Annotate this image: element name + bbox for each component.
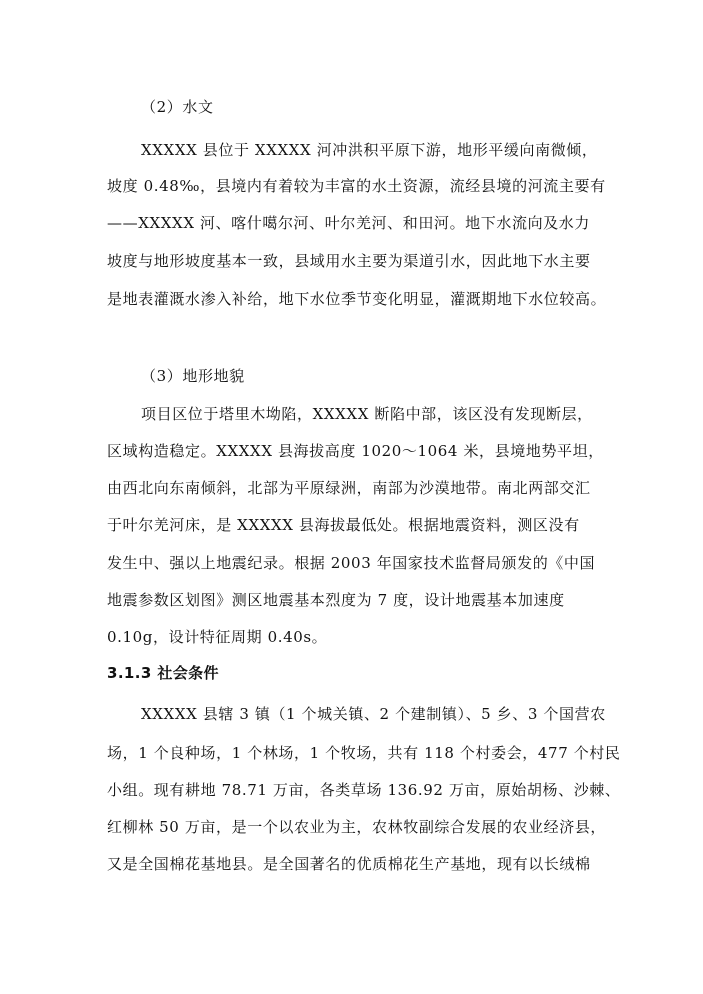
social-line-5: 又是全国棉花基地县。是全国著名的优质棉花生产基地，现有以长绒棉 xyxy=(107,855,591,873)
landform-line-4: 于叶尔羌河床，是 XXXXX 县海拔最低处。根据地震资料，测区没有 xyxy=(107,516,580,534)
landform-line-5: 发生中、强以上地震纪录。根据 2003 年国家技术监督局颁发的《中国 xyxy=(107,554,596,572)
social-line-1: XXXXX 县辖 3 镇（1 个城关镇、2 个建制镇）、5 乡、3 个国营农 xyxy=(141,705,606,723)
social-line-3: 小组。现有耕地 78.71 万亩，各类草场 136.92 万亩，原始胡杨、沙棘、 xyxy=(107,781,621,799)
hydrology-line-3: ——XXXXX 河、喀什噶尔河、叶尔羌河、和田河。地下水流向及水力 xyxy=(107,214,590,232)
landform-line-6: 地震参数区划图》测区地震基本烈度为 7 度，设计地震基本加速度 xyxy=(107,591,565,609)
hydrology-line-5: 是地表灌溉水渗入补给，地下水位季节变化明显，灌溉期地下水位较高。 xyxy=(107,290,607,308)
landform-line-3: 由西北向东南倾斜，北部为平原绿洲，南部为沙漠地带。南北两部交汇 xyxy=(107,479,591,497)
landform-line-2: 区域构造稳定。XXXXX 县海拔高度 1020～1064 米，县境地势平坦， xyxy=(107,442,604,460)
landform-heading: （3）地形地貌 xyxy=(141,367,245,385)
landform-line-7: 0.10g，设计特征周期 0.40s。 xyxy=(107,628,328,646)
hydrology-line-1: XXXXX 县位于 XXXXX 河冲洪积平原下游，地形平缓向南微倾， xyxy=(141,141,598,159)
social-line-2: 场，1 个良种场，1 个林场，1 个牧场，共有 118 个村委会，477 个村民 xyxy=(107,744,621,762)
hydrology-heading: （2）水文 xyxy=(141,98,214,116)
social-heading: 3.1.3 社会条件 xyxy=(107,664,219,682)
landform-line-1: 项目区位于塔里木坳陷，XXXXX 断陷中部，该区没有发现断层， xyxy=(141,405,593,423)
hydrology-line-4: 坡度与地形坡度基本一致，县域用水主要为渠道引水，因此地下水主要 xyxy=(107,252,591,270)
social-line-4: 红柳林 50 万亩，是一个以农业为主，农林牧副综合发展的农业经济县， xyxy=(107,818,607,836)
hydrology-line-2: 坡度 0.48‰，县境内有着较为丰富的水土资源，流经县境的河流主要有 xyxy=(107,177,606,195)
